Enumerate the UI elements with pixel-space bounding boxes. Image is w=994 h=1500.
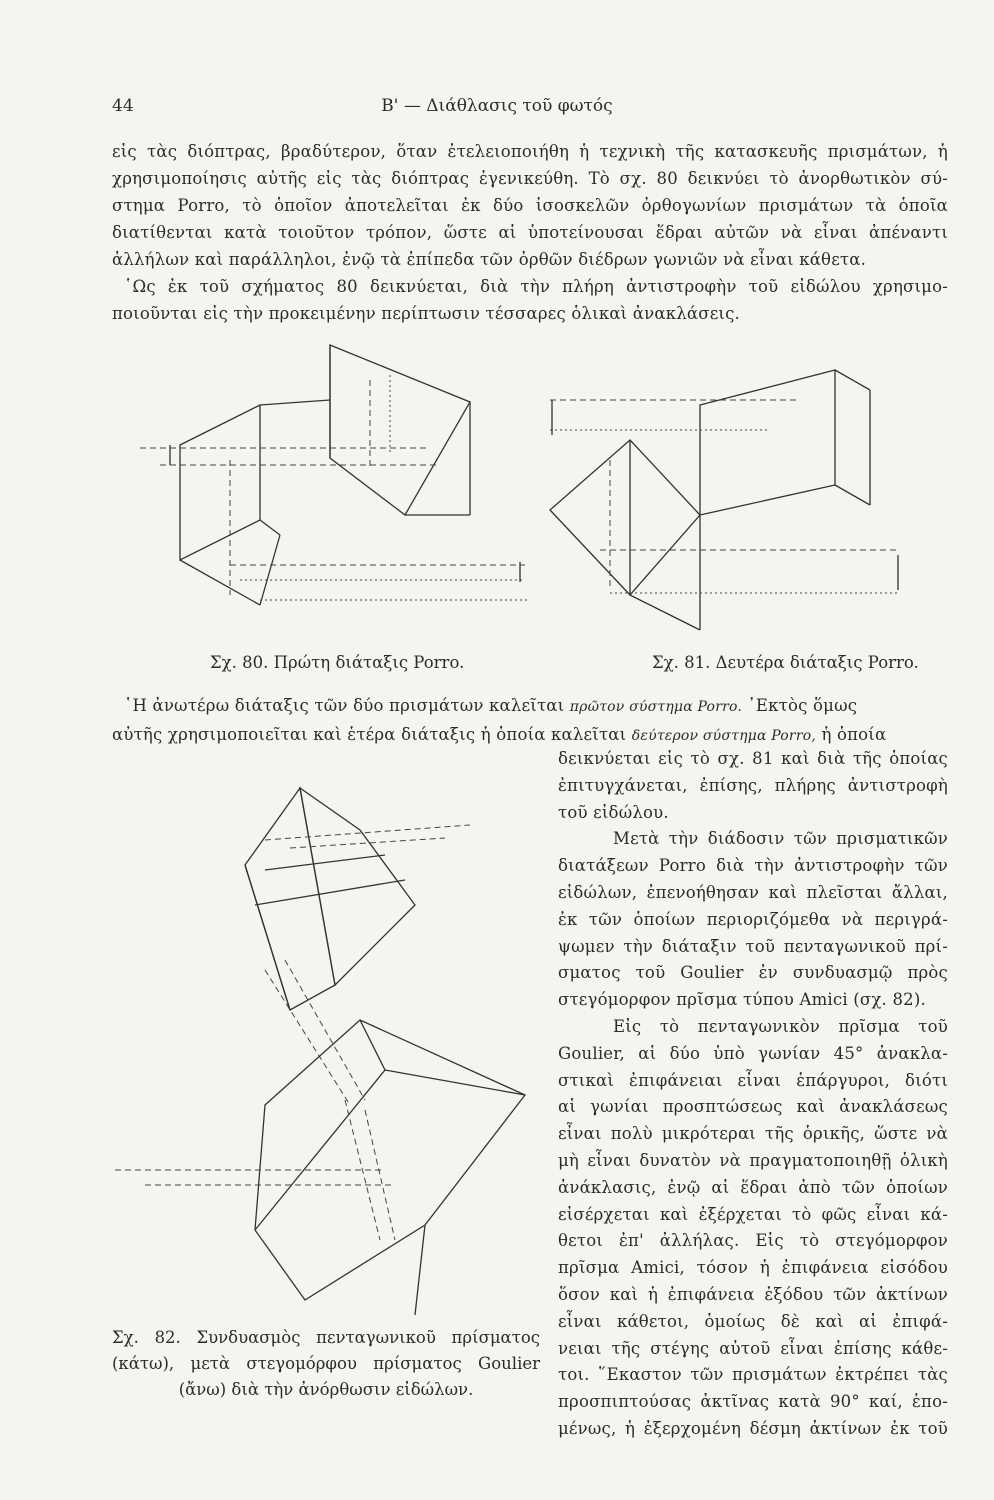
text-line: εἰδώλων, ἐπενοήθησαν καὶ πλεῖσται ἄλλαι, (558, 882, 948, 902)
text-line: στικαὶ ἐπιφάνειαι εἶναι ἐπάργυροι, διότι (558, 1070, 948, 1090)
text-line: νειαι τῆς στέγης αὐτοῦ εἶναι ἐπίσης κάθε- (558, 1338, 948, 1358)
text-line: Goulier, αἱ δύο ὑπὸ γωνίαν 45° ἀνακλα- (558, 1043, 948, 1063)
figure-82-caption (112, 1325, 540, 1403)
text-line: ὅσον καὶ ἡ ἐπιφάνεια ἐξόδου τῶν ἀκτίνων (558, 1284, 948, 1304)
text-line: στεγόμορφον πρῖσμα τύπου Amici (σχ. 82). (558, 990, 926, 1010)
caption-line: (ἄνω) διὰ τὴν ἀνόρθωσιν εἰδώλων. (178, 1380, 474, 1399)
text-line: μὴ εἶναι δυνατὸν νὰ πραγματοποιηθῇ ὁλικὴ (558, 1150, 948, 1170)
text-line: θετοι ἐπ' ἀλλήλας. Εἰς τὸ στεγόμορφον (558, 1231, 948, 1251)
text-line: μένως, ἡ ἐξερχομένη δέσμη ἀκτίνων ἐκ τοῦ (558, 1418, 948, 1438)
text-line: εἰσέρχεται καὶ ἐξέρχεται τὸ φῶς εἶναι κά- (558, 1204, 948, 1224)
text-line: ῾Ως ἐκ τοῦ σχήματος 80 δεικνύεται, διὰ τὴν πλήρη ἀντιστροφὴν τοῦ εἰδώλου χρησιμο- (124, 277, 948, 296)
text-line: πρῖσμα Amici, τόσον ἡ ἐπιφάνεια εἰσόδου (558, 1258, 948, 1278)
text-line: σματος τοῦ Goulier ἐν συνδυασμῷ πρὸς (558, 963, 948, 983)
text-fragment: ῾Η ἀνωτέρω διάταξις τῶν δύο πρισμάτων καλεῖται (124, 696, 570, 715)
text-line: χρησιμοποίησις αὐτῆς εἰς τὰς διόπτρας ἐγενικεύθη. Τὸ σχ. 80 δεικνύει τὸ ἀνορθωτικὸν σύ- (112, 169, 948, 188)
right-column-text (558, 746, 948, 1443)
text-line: προσπιπτούσας ἀκτῖνας κατὰ 90° καί, ἑπο- (558, 1392, 948, 1412)
text-line: ἀλλήλων καὶ παράλληλοι, ἐνῷ τὰ ἐπίπεδα τῶν ὀρθῶν διέδρων γωνιῶν νὰ εἶναι κάθετα. (112, 250, 867, 269)
text-fragment: ἡ ὁποία (816, 725, 887, 744)
figure-82-diagram (115, 770, 545, 1315)
caption-line: Σχ. 82. Συνδυασμὸς πενταγωνικοῦ πρίσματος (112, 1328, 540, 1347)
text-line: εἶναι πολὺ μικρότεραι τῆς ὁρικῆς, ὥστε νὰ (558, 1124, 948, 1144)
figure-81-caption: Σχ. 81. Δευτέρα διάταξις Porro. (652, 653, 919, 672)
text-line: τοι. ῞Εκαστον τῶν πρισμάτων ἐκτρέπει τὰς (558, 1365, 948, 1385)
text-line: αἱ γωνίαι προσπτώσεως καὶ ἀνακλάσεως (558, 1097, 948, 1117)
running-title: Β' — Διάθλασις τοῦ φωτός (381, 96, 613, 116)
text-line: Εἰς τὸ πενταγωνικὸν πρῖσμα τοῦ (613, 1016, 948, 1036)
italic-term: δεύτερον σύστημα Porro, (631, 728, 817, 744)
page-number: 44 (112, 96, 134, 116)
text-line: ἐκ τῶν ὁποίων περιοριζόμεθα νὰ περιγρά- (558, 909, 948, 929)
figure-80-caption: Σχ. 80. Πρώτη διάταξις Porro. (210, 653, 465, 672)
text-line: ἀνάκλασις, ἐνῷ αἱ ἕδραι ἀπὸ τῶν ὁποίων (558, 1177, 948, 1197)
text-line: ἐπιτυγχάνεται, ἐπίσης, πλήρης ἀντιστροφὴ (558, 775, 948, 795)
paragraph-2 (112, 273, 948, 327)
text-line: ποιοῦνται εἰς τὴν προκειμένην περίπτωσιν τέσσαρες ὁλικαὶ ἀνακλάσεις. (112, 304, 740, 323)
text-line: διατίθενται κατὰ τοιοῦτον τρόπον, ὥστε αἱ ὑποτείνουσαι ἕδραι αὐτῶν νὰ εἶναι ἀπέναντι (112, 223, 948, 242)
text-fragment: ᾿Εκτὸς ὅμως (742, 696, 858, 715)
paragraph-3 (112, 692, 948, 750)
text-line: στημα Porro, τὸ ὁποῖον ἀποτελεῖται ἐκ δύο ἰσοσκελῶν ὀρθογωνίων πρισμάτων τὰ ὁποῖα (112, 196, 948, 215)
text-line: διατάξεων Porro διὰ τὴν ἀντιστροφὴν τῶν (558, 856, 948, 876)
text-line: τοῦ εἰδώλου. (558, 802, 669, 822)
text-line: Μετὰ τὴν διάδοσιν τῶν πρισματικῶν (613, 829, 948, 849)
figure-81-diagram (540, 365, 910, 635)
paragraph-1 (112, 138, 948, 273)
text-line: εἰς τὰς διόπτρας, βραδύτερον, ὅταν ἐτελειοποιήθη ἡ τεχνικὴ τῆς κατασκευῆς πρισμάτων, ἡ (112, 142, 948, 161)
text-line (112, 692, 948, 721)
italic-term: πρῶτον σύστημα Porro. (569, 699, 743, 715)
text-line: ψωμεν τὴν διάταξιν τοῦ πενταγωνικοῦ πρί- (558, 936, 948, 956)
text-fragment: αὐτῆς χρησιμοποιεῖται καὶ ἑτέρα διάταξις ἡ ὁποία καλεῖται (112, 725, 632, 744)
text-line: εἶναι κάθετοι, ὁμοίως δὲ καὶ αἱ ἐπιφά- (558, 1311, 948, 1331)
caption-line: (κάτω), μετὰ στεγομόρφου πρίσματος Goulier (112, 1354, 540, 1373)
figure-80-diagram (140, 340, 540, 630)
text-line: δεικνύεται εἰς τὸ σχ. 81 καὶ διὰ τῆς ὁποίας (558, 749, 948, 768)
